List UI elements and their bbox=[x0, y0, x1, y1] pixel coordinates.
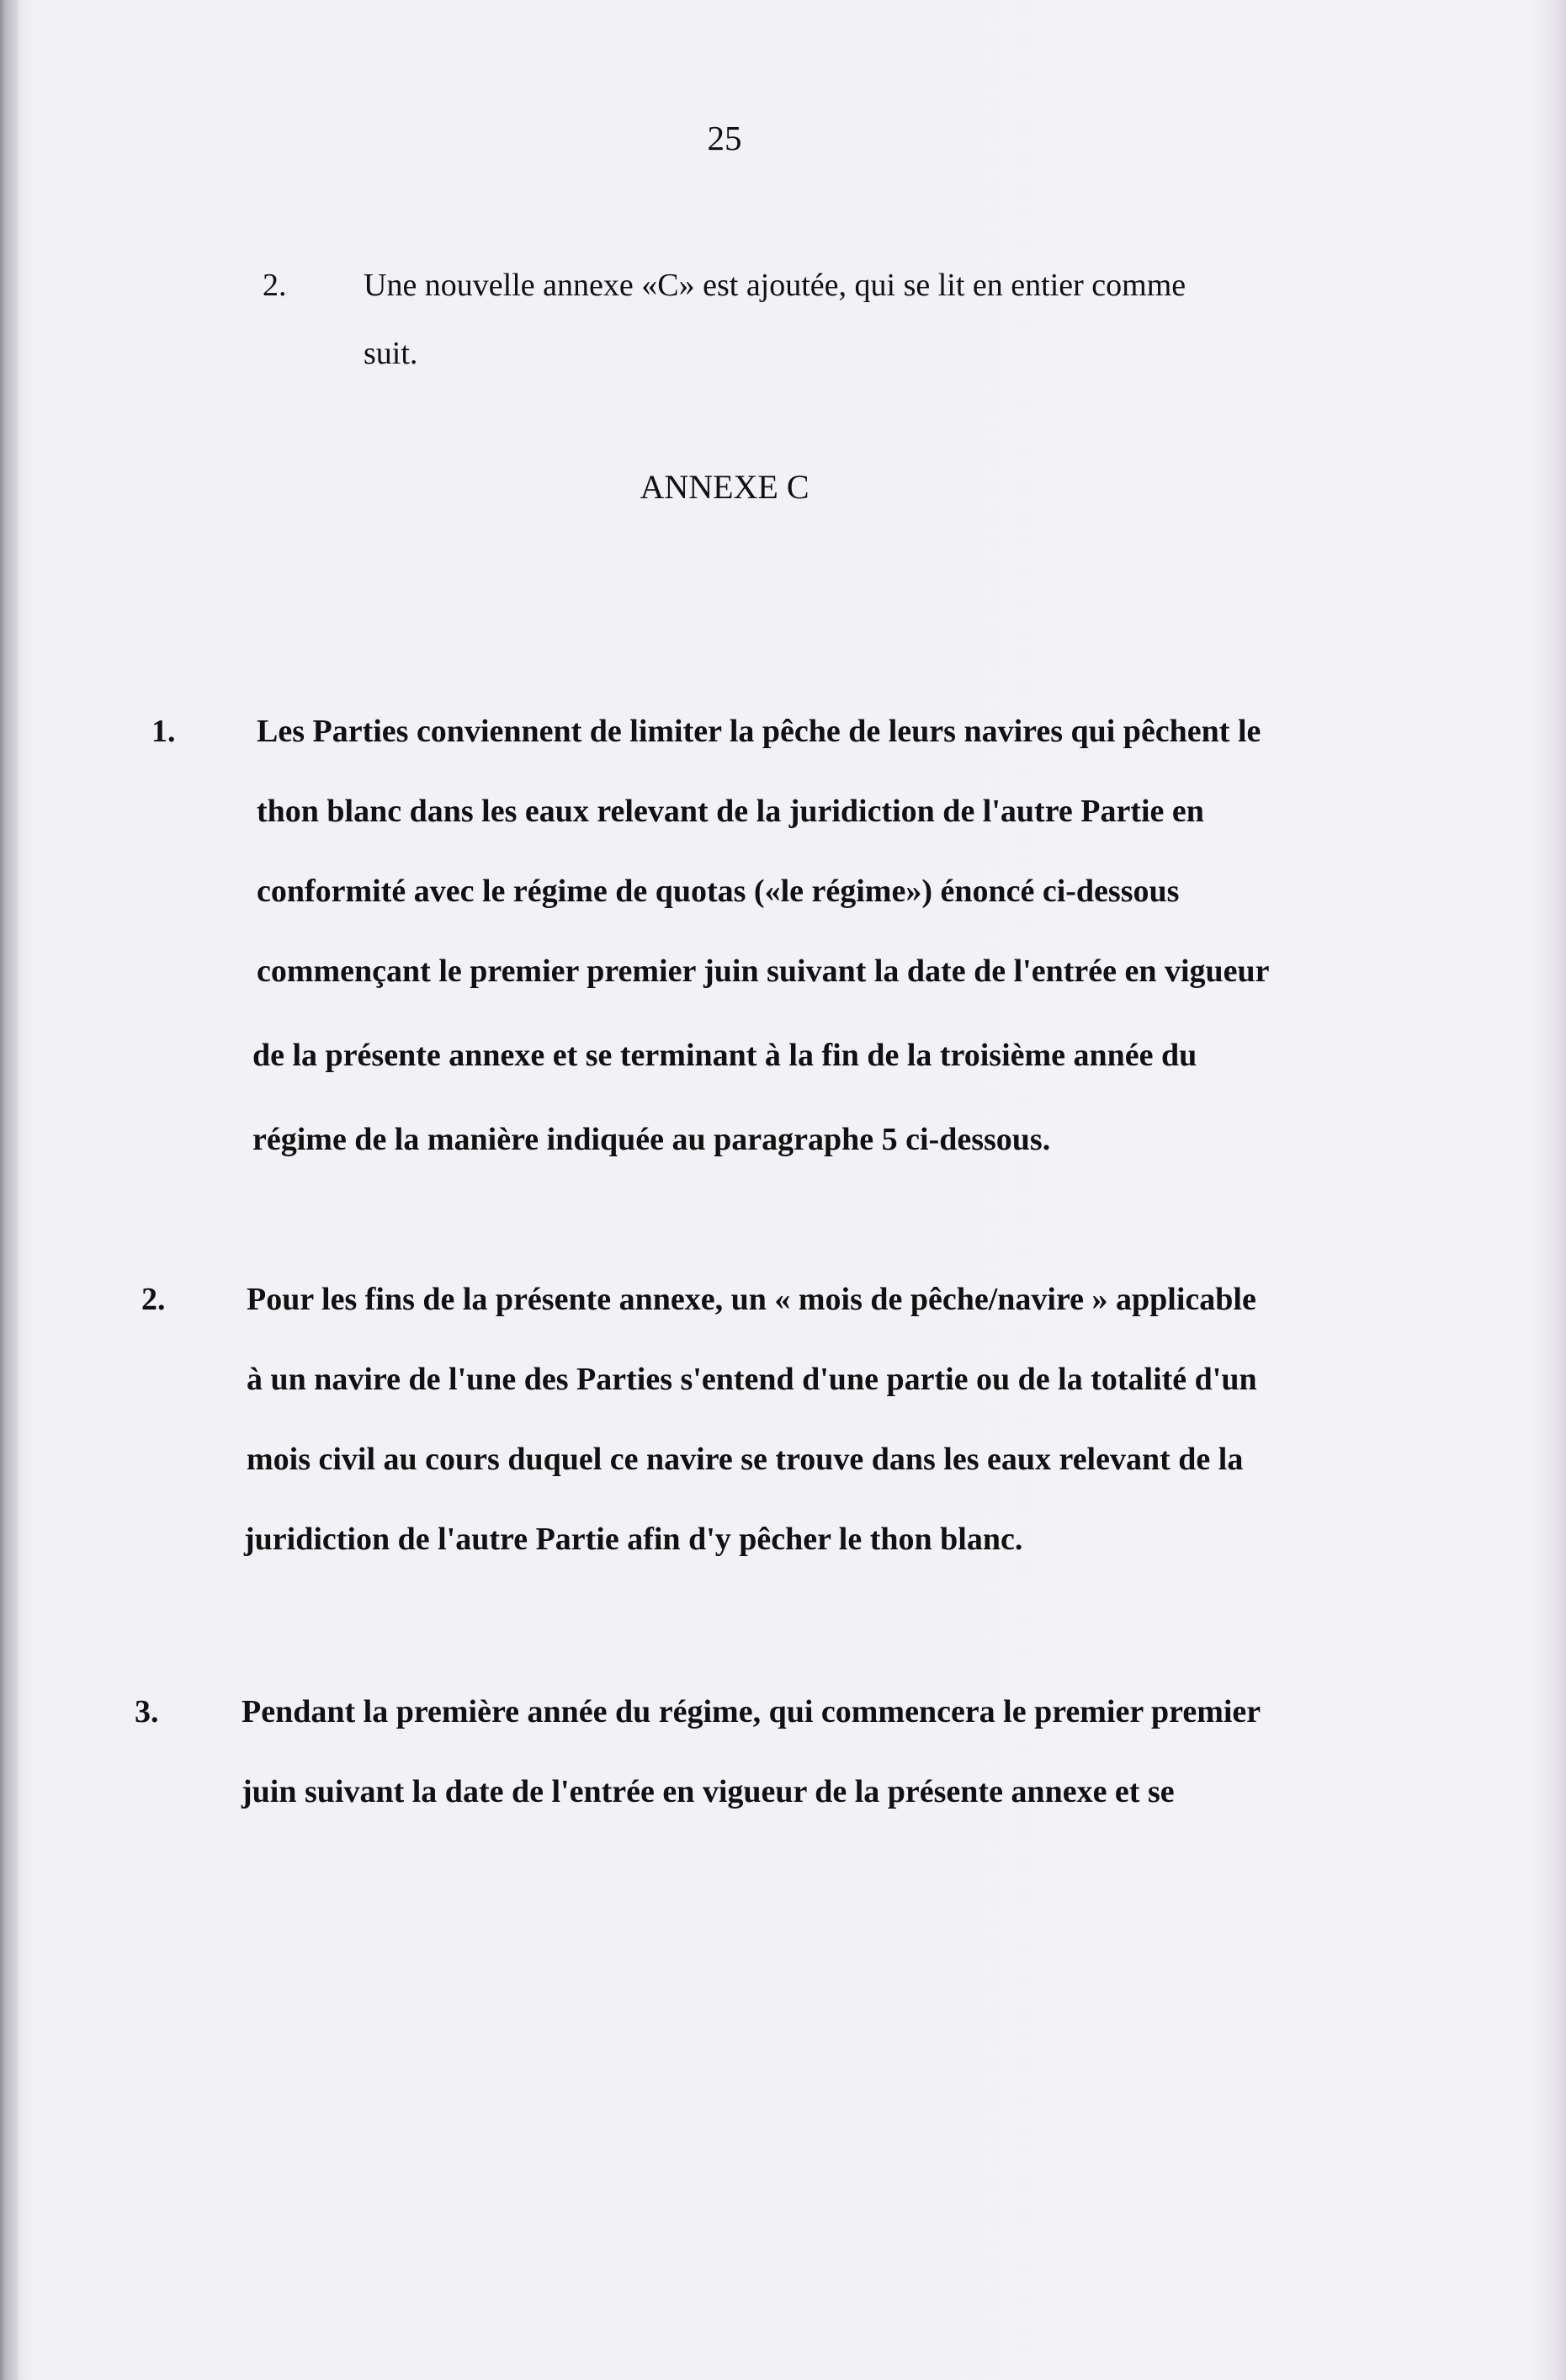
page-number: 25 bbox=[707, 119, 742, 157]
paragraph-number: 1. bbox=[151, 714, 176, 749]
paragraph-line: juridiction de l'autre Partie afin d'y pêcher le thon blanc. bbox=[244, 1522, 1023, 1557]
intro-number: 2. bbox=[263, 268, 287, 303]
paragraph-line: thon blanc dans les eaux relevant de la juridiction de l'autre Partie en bbox=[257, 794, 1204, 829]
intro-line: Une nouvelle annexe «C» est ajoutée, qui se lit en entier comme bbox=[364, 268, 1186, 303]
paragraph-line: régime de la manière indiquée au paragraphe 5 ci-dessous. bbox=[252, 1122, 1051, 1157]
paragraph-number: 2. bbox=[141, 1282, 166, 1317]
paragraph-line: à un navire de l'une des Parties s'entend d'une partie ou de la totalité d'un bbox=[247, 1362, 1257, 1397]
paragraph-line: conformité avec le régime de quotas («le régime») énoncé ci-dessous bbox=[257, 874, 1180, 909]
paragraph-line: mois civil au cours duquel ce navire se trouve dans les eaux relevant de la bbox=[247, 1442, 1244, 1477]
paragraph-line: de la présente annexe et se terminant à la fin de la troisième année du bbox=[252, 1038, 1197, 1073]
paragraph-line: juin suivant la date de l'entrée en vigueur de la présente annexe et se bbox=[242, 1774, 1175, 1809]
intro-line: suit. bbox=[364, 336, 418, 371]
paragraph-line: Pour les fins de la présente annexe, un « mois de pêche/navire » applicable bbox=[247, 1282, 1256, 1317]
annex-heading: ANNEXE C bbox=[640, 468, 810, 506]
page-edge bbox=[0, 0, 19, 2380]
paragraph-line: Les Parties conviennent de limiter la pêche de leurs navires qui pêchent le bbox=[257, 714, 1261, 749]
paragraph-number: 3. bbox=[135, 1694, 159, 1729]
paragraph-line: Pendant la première année du régime, qui commencera le premier premier bbox=[242, 1694, 1261, 1729]
paragraph-line: commençant le premier premier juin suivant la date de l'entrée en vigueur bbox=[257, 954, 1270, 989]
